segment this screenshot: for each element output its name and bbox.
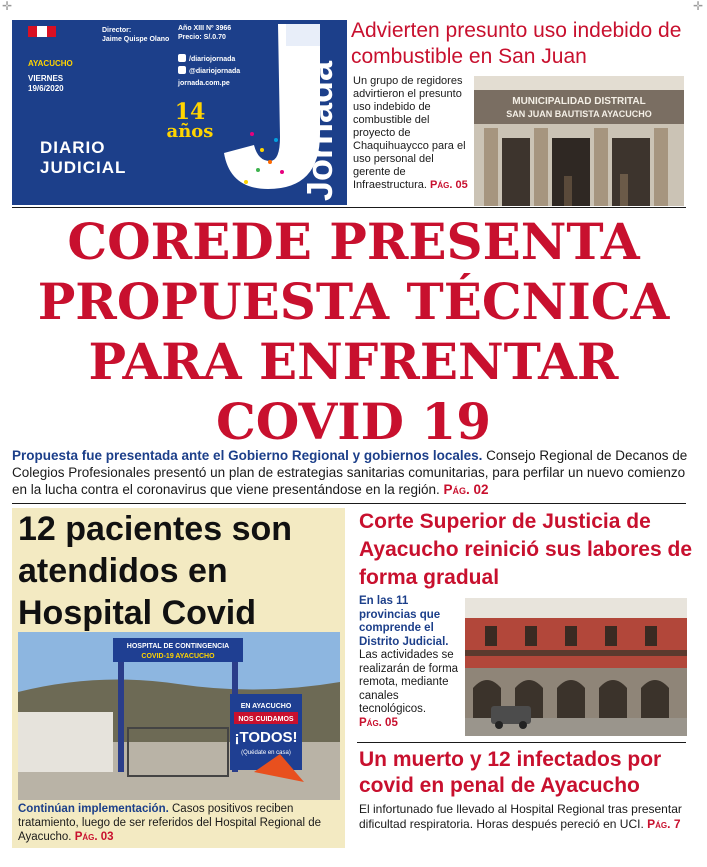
- brand-diario-judicial: [40, 138, 126, 178]
- story-court-photo: [465, 598, 687, 736]
- anniversary-badge: [164, 99, 216, 142]
- brand-line-2: JUDICIAL: [40, 158, 127, 177]
- masthead-day: [28, 74, 98, 94]
- masthead-date: 19/6/2020: [28, 84, 64, 93]
- photo-hospital-sign-1: HOSPITAL DE CONTINGENCIA: [126, 643, 230, 650]
- main-headline-line-2: PROPUESTA TÉCNICA: [37, 272, 670, 331]
- story-fuel-body: [353, 75, 471, 192]
- main-headline[interactable]: [0, 212, 707, 452]
- story-court-text: Las actividades se realizarán de forma remota, mediante canales tecnológicos.: [359, 649, 459, 715]
- photo-campaign-sign-4: (Quédate en casa): [241, 750, 291, 756]
- masthead-director: [102, 26, 169, 44]
- director-name: Jaime Quispe Olano: [102, 36, 170, 43]
- main-headline-line-1: COREDE PRESENTA: [67, 212, 640, 271]
- instagram-handle: @diariojornada: [189, 68, 241, 75]
- court-building-image: [465, 598, 687, 736]
- hospital-entrance-image: [18, 632, 340, 800]
- story-prison-text: El infortunado fue llevado al Hospital Regional tras presentar dificultad respiratoria. Horas después pereció en UCI.: [359, 802, 682, 831]
- website-url: jornada.com.pe: [178, 80, 230, 87]
- main-headline-line-4: COVID 19: [216, 392, 491, 451]
- story-court-headline[interactable]: Corte Superior de Justicia de Ayacucho reinició sus labores de forma gradual: [359, 510, 693, 589]
- anniversary-word: años: [166, 121, 214, 142]
- jornada-vertical-logo: Jornada: [299, 60, 340, 201]
- main-story-body: Consejo Regional de Decanos de Colegios Profesionales presentó un plan de estrategias sanitarias comunitarias, para perfilar un nuevo comienzo en la lucha contra el coronavirus que viene presentándose en la región.: [12, 448, 688, 497]
- story-hospital-box: [12, 508, 345, 848]
- divider-top: [12, 207, 686, 208]
- story-fuel-page-ref[interactable]: Pág. 05: [430, 179, 468, 191]
- instagram-icon: [178, 66, 186, 74]
- story-hospital-lead: Continúan implementación.: [18, 803, 169, 815]
- anniversary-number: 14: [174, 99, 206, 125]
- story-court-page-ref[interactable]: Pág. 05: [359, 716, 398, 729]
- photo-campaign-sign-1: EN AYACUCHO: [240, 703, 292, 710]
- crop-mark-right: ✛: [692, 0, 703, 13]
- masthead-dateline: [28, 26, 98, 94]
- brand-line-1: DIARIO: [40, 138, 106, 157]
- photo-campaign-sign-3: ¡TODOS!: [234, 729, 298, 746]
- story-court-lead: En las 11 provincias que comprende el Distrito Judicial.: [359, 595, 449, 648]
- main-headline-line-3: PARA ENFRENTAR: [88, 332, 619, 391]
- story-hospital-headline[interactable]: 12 pacientes son atendidos en Hospital Covid: [18, 510, 293, 632]
- director-label: Director:: [102, 27, 132, 34]
- main-story-deck: [12, 447, 697, 498]
- story-fuel-headline[interactable]: Advierten presunto uso indebido de combustible en San Juan: [351, 19, 682, 68]
- divider-right: [357, 742, 686, 743]
- facebook-handle: /diariojornada: [189, 56, 236, 63]
- story-court-body: [359, 595, 461, 730]
- masthead-weekday: VIERNES: [28, 74, 64, 83]
- story-hospital-page-ref[interactable]: Pág. 03: [74, 831, 114, 843]
- main-story-page-ref[interactable]: Pág. 02: [443, 482, 489, 497]
- facebook-icon: [178, 54, 186, 62]
- main-story-lead: Propuesta fue presentada ante el Gobierno Regional y gobiernos locales.: [12, 448, 483, 463]
- story-prison-body: [359, 802, 699, 832]
- issue-number: Año XIII Nº 3966: [178, 25, 232, 32]
- divider-middle: [12, 503, 686, 504]
- photo-hospital-sign-2: COVID-19 AYACUCHO: [141, 653, 215, 660]
- story-fuel-photo: [474, 76, 684, 206]
- photo-campaign-sign-2: NOS CUIDAMOS: [238, 716, 294, 723]
- story-hospital-body: Casos positivos reciben tratamiento, luego de ser referidos del Hospital Regional de Ayacucho.: [18, 803, 322, 843]
- story-prison-page-ref[interactable]: Pág. 7: [647, 817, 681, 831]
- story-hospital-caption: [18, 802, 343, 844]
- peru-flag-icon: [28, 26, 56, 37]
- crop-mark-left: ✛: [2, 0, 13, 13]
- issue-price: Precio: S/.0.70: [178, 34, 226, 41]
- masthead-city: AYACUCHO: [28, 59, 73, 68]
- masthead: [12, 20, 347, 205]
- photo-sign-text-2: SAN JUAN BAUTISTA AYACUCHO: [506, 109, 652, 119]
- municipal-building-image: [474, 76, 684, 206]
- story-prison-headline[interactable]: Un muerto y 12 infectados por covid en penal de Ayacucho: [359, 748, 662, 797]
- story-fuel-text: Un grupo de regidores advirtieron el presunto uso indebido de combustible del proyecto de Chaquihuaycco para el uso personal del gerente de Infraestructura.: [353, 75, 466, 191]
- photo-sign-text-1: MUNICIPALIDAD DISTRITAL: [512, 96, 646, 107]
- story-hospital-photo: [18, 632, 340, 800]
